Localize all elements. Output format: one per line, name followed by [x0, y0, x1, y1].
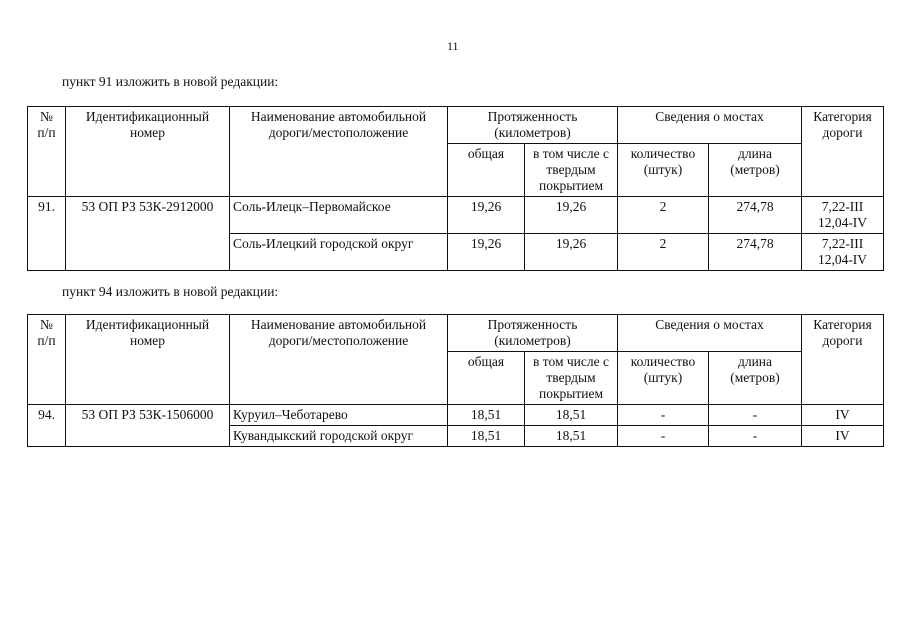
bridges-length: -: [709, 405, 802, 426]
col-header-length-total: общая: [448, 352, 525, 405]
col-header-bridges: Сведения о мостах: [618, 315, 802, 352]
length-paved: 19,26: [525, 234, 618, 271]
col-header-length-paved: в том числе с твердым покрытием: [525, 352, 618, 405]
road-id: 53 ОП РЗ 53К-2912000: [66, 197, 230, 271]
table-row: [28, 197, 884, 234]
road-category: IV: [802, 426, 884, 447]
road-name: Соль-Илецк–Первомайское: [230, 197, 448, 234]
road-category: 7,22-III 12,04-IV: [802, 234, 884, 271]
bridges-count: -: [618, 405, 709, 426]
col-header-name: Наименование автомобильной дороги/местоположение: [230, 107, 448, 197]
col-header-length-paved: в том числе с твердым покрытием: [525, 144, 618, 197]
bridges-count: -: [618, 426, 709, 447]
header-row: [28, 315, 884, 352]
col-header-bridges: Сведения о мостах: [618, 107, 802, 144]
col-header-name: Наименование автомобильной дороги/местоположение: [230, 315, 448, 405]
section-intro: пункт 94 изложить в новой редакции:: [62, 284, 279, 299]
col-header-length: Протяженность (километров): [448, 315, 618, 352]
length-total: 18,51: [448, 426, 525, 447]
bridges-length: 274,78: [709, 234, 802, 271]
road-category: 7,22-III 12,04-IV: [802, 197, 884, 234]
col-header-bridges-count: количество (штук): [618, 144, 709, 197]
col-header-bridges-length: длина (метров): [709, 352, 802, 405]
length-paved: 18,51: [525, 426, 618, 447]
bridges-length: 274,78: [709, 197, 802, 234]
bridges-count: 2: [618, 197, 709, 234]
col-header-bridges-count: количество (штук): [618, 352, 709, 405]
roads-table: [27, 106, 884, 271]
col-header-no: № п/п: [28, 315, 66, 405]
col-header-length: Протяженность (километров): [448, 107, 618, 144]
header-row: [28, 107, 884, 144]
roads-table: [27, 314, 884, 447]
length-total: 19,26: [448, 234, 525, 271]
row-number: 91.: [28, 197, 66, 271]
col-header-length-total: общая: [448, 144, 525, 197]
page-number: 11: [447, 39, 459, 53]
road-category: IV: [802, 405, 884, 426]
length-total: 19,26: [448, 197, 525, 234]
col-header-category: Категория дороги: [802, 107, 884, 197]
col-header-bridges-length: длина (метров): [709, 144, 802, 197]
col-header-no: № п/п: [28, 107, 66, 197]
section-intro: пункт 91 изложить в новой редакции:: [62, 74, 279, 89]
col-header-id: Идентификационный номер: [66, 107, 230, 197]
bridges-length: -: [709, 426, 802, 447]
row-number: 94.: [28, 405, 66, 447]
length-paved: 19,26: [525, 197, 618, 234]
road-location: Соль-Илецкий городской округ: [230, 234, 448, 271]
road-id: 53 ОП РЗ 53К-1506000: [66, 405, 230, 447]
road-name: Куруил–Чеботарево: [230, 405, 448, 426]
road-location: Кувандыкский городской округ: [230, 426, 448, 447]
table-row: [28, 405, 884, 426]
length-total: 18,51: [448, 405, 525, 426]
col-header-category: Категория дороги: [802, 315, 884, 405]
bridges-count: 2: [618, 234, 709, 271]
col-header-id: Идентификационный номер: [66, 315, 230, 405]
length-paved: 18,51: [525, 405, 618, 426]
